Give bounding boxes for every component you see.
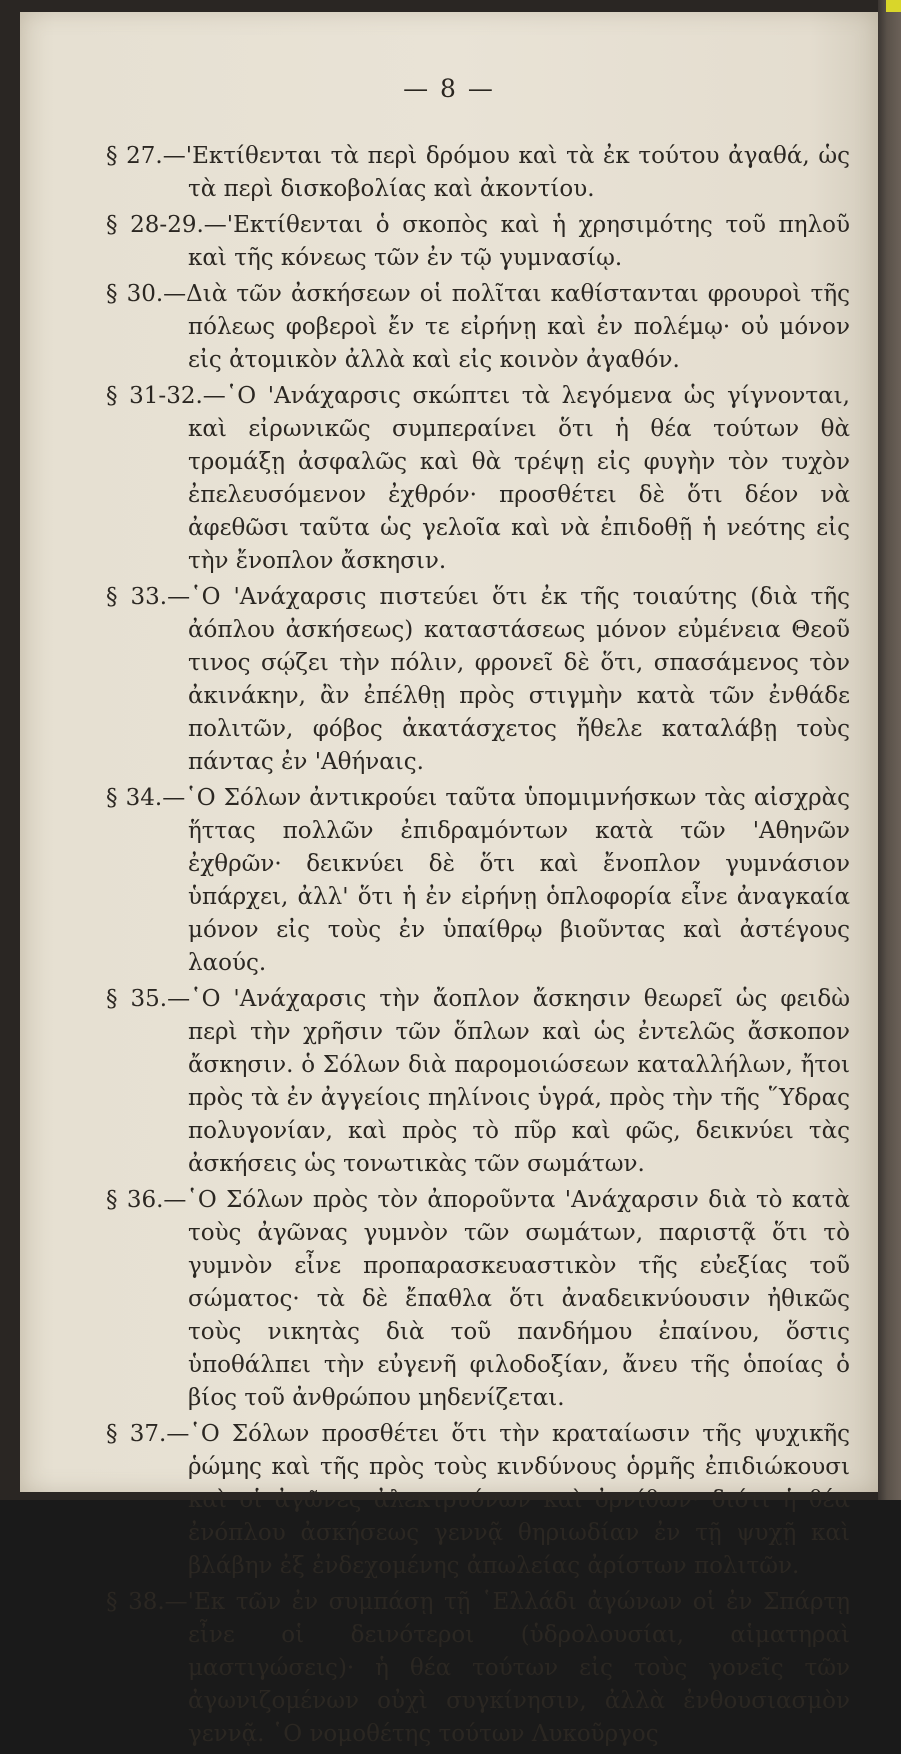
section-ref: § 31-32. — [106, 383, 203, 409]
section-text: —'Εκ τῶν ἐν συμπάσῃ τῇ ῾Ελλάδι ἀγώνων οἱ ἐν Σπάρτῃ εἶνε οἱ δεινότεροι (ὑδρολουσίαι, αἱματηραὶ μαστιγώσεις)· ἡ θέα τούτων εἰς τοὺς γονεῖς τῶν ἀγωνιζομένων οὐχὶ συγκίνησιν, ἀλλὰ ἐνθουσιασμὸν γεννᾷ. ῾Ο νομοθέτης τούτων Λυκοῦργος — [164, 1589, 850, 1747]
section-text: —῾Ο Σόλων ἀντικρούει ταῦτα ὑπομιμνήσκων τὰς αἰσχρὰς ἥττας πολλῶν ἐπιδραμόντων κατὰ τῶν 'Αθηνῶν ἐχθρῶν· δεικνύει δὲ ὅτι καὶ ἔνοπλον γυμνάσιον ὑπάρχει, ἀλλ' ὅτι ἡ ἐν εἰρήνῃ ὁπλοφορία εἶνε ἀναγκαία μόνον εἰς τοὺς ἐν ὑπαίθρῳ βιοῦντας καὶ ἀστέγους λαούς. — [162, 785, 851, 976]
section-ref: § 36. — [106, 1187, 164, 1213]
section-38 — [106, 1586, 850, 1751]
section-28-29 — [106, 209, 850, 275]
page-number: — 8 — — [403, 74, 495, 103]
section-ref: § 35. — [106, 986, 168, 1012]
section-33 — [106, 581, 850, 779]
yellow-tab — [886, 0, 901, 12]
section-text: —῾Ο 'Ανάχαρσις σκώπτει τὰ λεγόμενα ὡς γίγνονται, καὶ εἰρωνικῶς συμπεραίνει ὅτι ἡ θέα τούτων θὰ τρομάξῃ ἀσφαλῶς καὶ θὰ τρέψῃ εἰς φυγὴν τὸν τυχὸν ἐπελευσόμενον ἐχθρόν· προσθέτει δὲ ὅτι δέον νὰ ἀφεθῶσι ταῦτα ὡς γελοῖα καὶ νὰ ἐπιδοθῇ ἡ νεότης εἰς τὴν ἔνοπλον ἄσκησιν. — [188, 383, 850, 574]
section-30 — [106, 278, 850, 377]
section-37 — [106, 1418, 850, 1583]
document-page — [20, 12, 878, 1747]
section-text: —Διὰ τῶν ἀσκήσεων οἱ πολῖται καθίστανται φρουροὶ τῆς πόλεως φοβεροὶ ἔν τε εἰρήνῃ καὶ ἐν πολέμῳ· οὐ μόνον εἰς ἀτομικὸν ἀλλὰ καὶ εἰς κοινὸν ἀγαθόν. — [163, 281, 851, 373]
section-34 — [106, 782, 850, 980]
next-page-edge — [878, 0, 901, 1500]
section-text: —῾Ο Σόλων προσθέτει ὅτι τὴν κραταίωσιν τῆς ψυχικῆς ῥώμης καὶ τῆς πρὸς τοὺς κινδύνους ὁρμῆς ἐπιδιώκουσι καὶ οἱ ἀγῶνες ἀλεκτρυόνων καὶ ὀρνίθων· διότι ἡ θέα ἐνόπλου ἀσκήσεως γεννᾷ θηριωδίαν ἐν τῇ ψυχῇ καὶ βλάβην ἐξ ἐνδεχομένης ἀπωλείας ἀρίστων πολιτῶν. — [166, 1421, 850, 1579]
section-31-32 — [106, 380, 850, 578]
section-text: —῾Ο 'Ανάχαρσις τὴν ἄοπλον ἄσκησιν θεωρεῖ ὡς φειδὼ περὶ τὴν χρῆσιν τῶν ὅπλων καὶ ὡς ἐντελῶς ἄσκοπον ἄσκησιν. ὁ Σόλων διὰ παρομοιώσεων καταλλήλων, ἤτοι πρὸς τὰ ἐν ἀγγείοις πηλίνοις ὑγρά, πρὸς τὴν τῆς ῞Υδρας πολυγονίαν, καὶ πρὸς τὸ πῦρ καὶ φῶς, δεικνύει τὰς ἀσκήσεις ὡς τονωτικὰς τῶν σωμάτων. — [167, 986, 851, 1177]
section-ref: § 27. — [106, 143, 163, 169]
page-content — [106, 140, 850, 1754]
section-36 — [106, 1184, 850, 1415]
section-ref: § 34. — [106, 785, 163, 811]
section-35 — [106, 983, 850, 1181]
section-ref: § 30. — [106, 281, 164, 307]
section-text: —'Εκτίθενται τὰ περὶ δρόμου καὶ τὰ ἐκ τούτου ἀγαθά, ὡς τὰ περὶ δισκοβολίας καὶ ἀκοντίου. — [162, 143, 850, 202]
section-ref: § 28-29. — [106, 212, 204, 238]
section-text: —'Εκτίθενται ὁ σκοπὸς καὶ ἡ χρησιμότης τοῦ πηλοῦ καὶ τῆς κόνεως τῶν ἐν τῷ γυμνασίῳ. — [188, 212, 850, 271]
section-text: —῾Ο 'Ανάχαρσις πιστεύει ὅτι ἐκ τῆς τοιαύτης (διὰ τῆς ἀόπλου ἀσκήσεως) καταστάσεως μόνον εὐμένεια Θεοῦ τινος σῴζει τὴν πόλιν, φρονεῖ δὲ ὅτι, σπασάμενος τὸν ἀκινάκην, ἂν ἐπέλθῃ πρὸς στιγμὴν κατὰ τῶν ἐνθάδε πολιτῶν, φόβος ἀκατάσχετος ἤθελε καταλάβῃ τοὺς πάντας ἐν 'Αθήναις. — [167, 584, 850, 775]
section-text: —῾Ο Σόλων πρὸς τὸν ἀποροῦντα 'Ανάχαρσιν διὰ τὸ κατὰ τοὺς ἀγῶνας γυμνὸν τῶν σωμάτων, παριστᾷ ὅτι τὸ γυμνὸν εἶνε προπαρασκευαστικὸν τῆς εὐεξίας τοῦ σώματος· τὰ δὲ ἔπαθλα ὅτι ἀναδεικνύουσιν ἠθικῶς τοὺς νικητὰς διὰ τοῦ πανδήμου ἐπαίνου, ὅστις ὑποθάλπει τὴν εὐγενῆ φιλοδοξίαν, ἄνευ τῆς ὁποίας ὁ βίος τοῦ ἀνθρώπου μηδενίζεται. — [163, 1187, 850, 1411]
section-ref: § 33. — [106, 584, 168, 610]
section-27 — [106, 140, 850, 206]
section-ref: § 38. — [106, 1589, 165, 1615]
section-ref: § 37. — [106, 1421, 167, 1447]
